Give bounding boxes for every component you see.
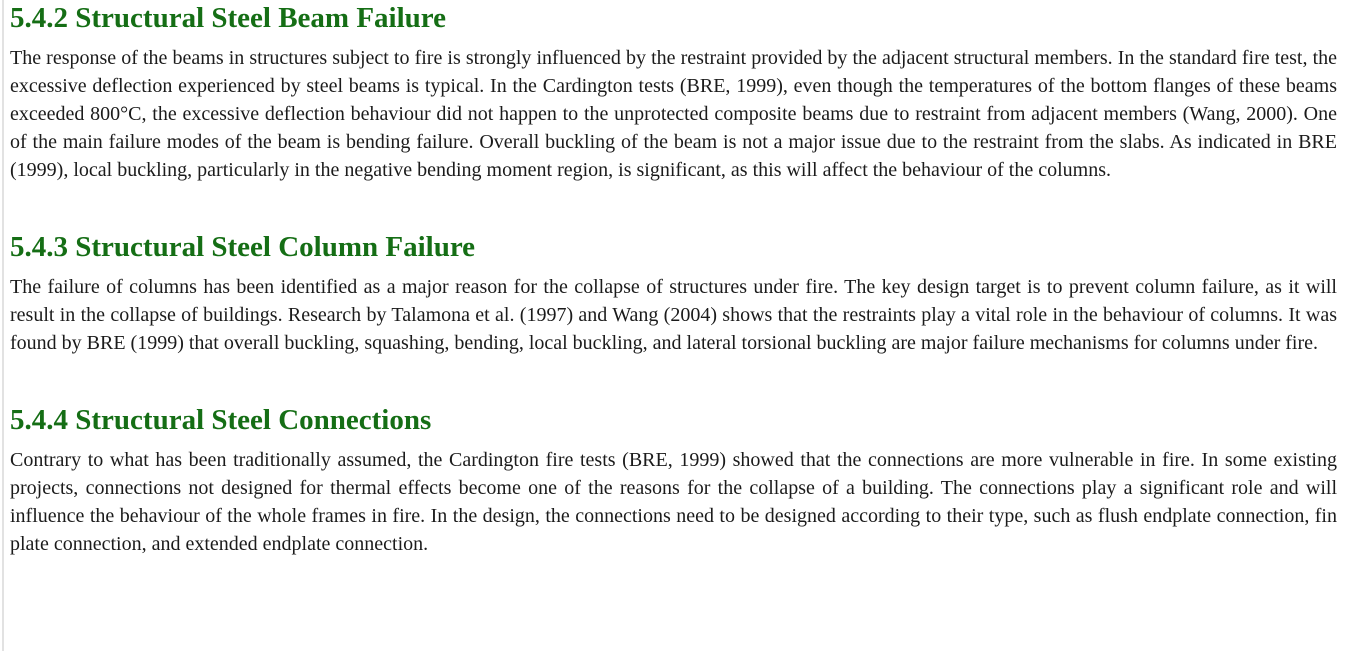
page-edge-divider xyxy=(2,0,4,651)
section-paragraph: The failure of columns has been identified as a major reason for the collapse of structures under fire. The key design target is to prevent column failure, as it will result in the collapse of buildings. Research by Talamona et al. (1997) and Wang (2004) shows that the restraints play a vital role in the behaviour of columns. It was found by BRE (1999) that overall buckling, squashing, bending, local buckling, and lateral torsional buckling are major failure mechanisms for columns under fire. xyxy=(10,276,1337,354)
section-structural-steel-beam-failure xyxy=(10,2,1337,184)
section-structural-steel-column-failure xyxy=(10,231,1337,357)
section-heading: 5.4.3 Structural Steel Column Failure xyxy=(10,231,476,263)
section-heading: 5.4.2 Structural Steel Beam Failure xyxy=(10,2,447,34)
section-structural-steel-connections xyxy=(10,404,1337,558)
section-heading: 5.4.4 Structural Steel Connections xyxy=(10,404,432,436)
section-paragraph: Contrary to what has been traditionally assumed, the Cardington fire tests (BRE, 1999) showed that the connections are more vulnerable in fire. In some existing projects, connections not designed for thermal effects become one of the reasons for the collapse of a building. The connections play a significant role and will influence the behaviour of the whole frames in fire. In the design, the connections need to be designed according to their type, such as flush endplate connection, fin plate connection, and extended endplate connection. xyxy=(10,449,1337,555)
section-paragraph: The response of the beams in structures subject to fire is strongly influenced by the restraint provided by the adjacent structural members. In the standard fire test, the excessive deflection experienced by steel beams is typical. In the Cardington tests (BRE, 1999), even though the temperatures of the bottom flanges of these beams exceeded 800°C, the excessive deflection behaviour did not happen to the unprotected composite beams due to restraint from adjacent members (Wang, 2000). One of the main failure modes of the beam is bending failure. Overall buckling of the beam is not a major issue due to the restraint from the slabs. As indicated in BRE (1999), local buckling, particularly in the negative bending moment region, is significant, as this will affect the behaviour of the columns. xyxy=(10,47,1337,181)
document-page xyxy=(10,2,1337,558)
